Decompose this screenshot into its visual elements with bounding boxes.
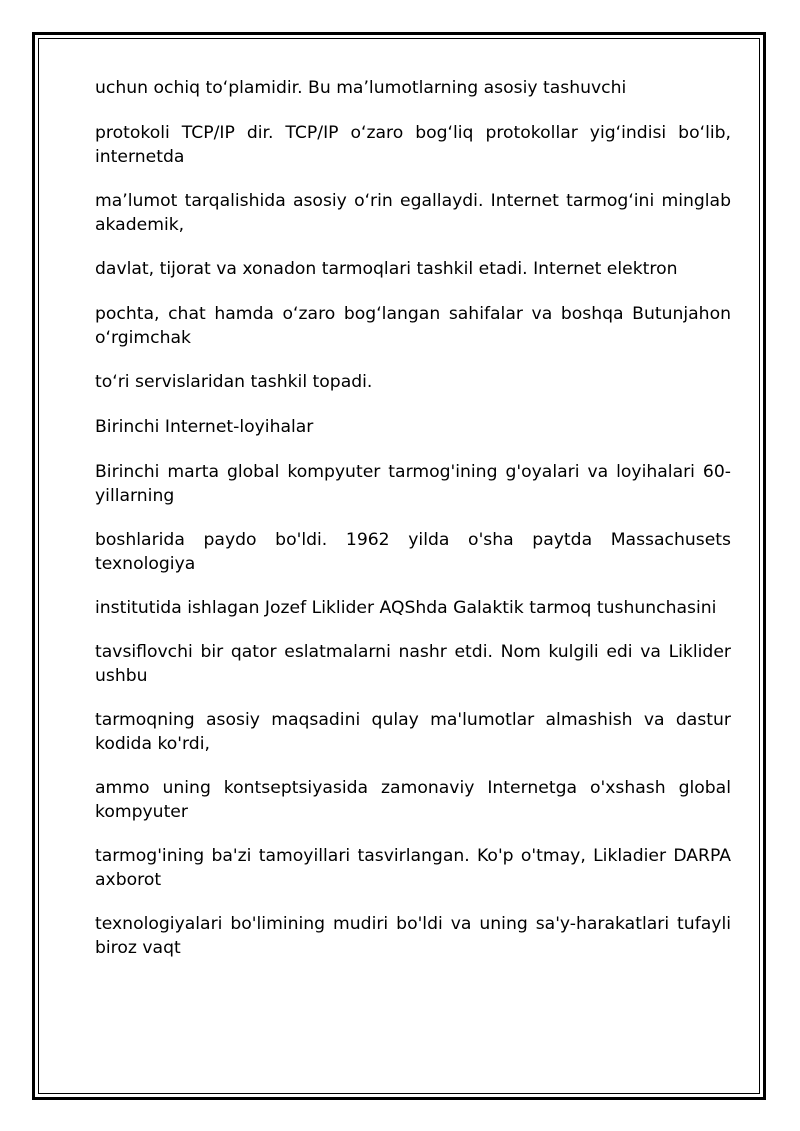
- text-line-8: Birinchi marta global kompyuter tarmog'ining g'oyalari va loyihalari 60-yillarning: [95, 462, 731, 506]
- text-line-10: institutida ishlagan Jozef Liklider AQShda Galaktik tarmoq tushunchasini: [95, 598, 717, 618]
- text-line-15: texnologiyalari bo'limining mudiri bo'ldi va uning sa'y-harakatlari tufayli biroz vaqt: [95, 914, 731, 958]
- text-line-2: protokoli TCP/IP dir. TCP/IP o‘zaro bog‘liq protokollar yig‘indisi bo‘lib, internetda: [95, 123, 731, 167]
- text-line-6: to‘ri servislaridan tashkil topadi.: [95, 372, 373, 392]
- text-line-11: tavsiflovchi bir qator eslatmalarni nashr etdi. Nom kulgili edi va Liklider ushbu: [95, 642, 731, 686]
- text-line-3: ma’lumot tarqalishida asosiy o‘rin egallaydi. Internet tarmog‘ini minglab akademik,: [95, 191, 731, 235]
- text-line-1: uchun ochiq to‘plamidir. Bu ma’lumotlarning asosiy tashuvchi: [95, 78, 627, 98]
- text-line-5: pochta, chat hamda o‘zaro bog‘langan sahifalar va boshqa Butunjahon o‘rgimchak: [95, 304, 731, 348]
- text-line-12: tarmoqning asosiy maqsadini qulay ma'lumotlar almashish va dastur kodida ko'rdi,: [95, 710, 731, 754]
- section-heading: Birinchi Internet-loyihalar: [95, 417, 314, 437]
- text-line-14: tarmog'ining ba'zi tamoyillari tasvirlangan. Ko'p o'tmay, Likladier DARPA axborot: [95, 846, 731, 890]
- text-line-13: ammo uning kontseptsiyasida zamonaviy Internetga o'xshash global kompyuter: [95, 778, 731, 822]
- document-body: [95, 76, 731, 980]
- text-line-9: boshlarida paydo bo'ldi. 1962 yilda o'sha paytda Massachusets texnologiya: [95, 530, 731, 574]
- text-line-4: davlat, tijorat va xonadon tarmoqlari tashkil etadi. Internet elektron: [95, 259, 678, 279]
